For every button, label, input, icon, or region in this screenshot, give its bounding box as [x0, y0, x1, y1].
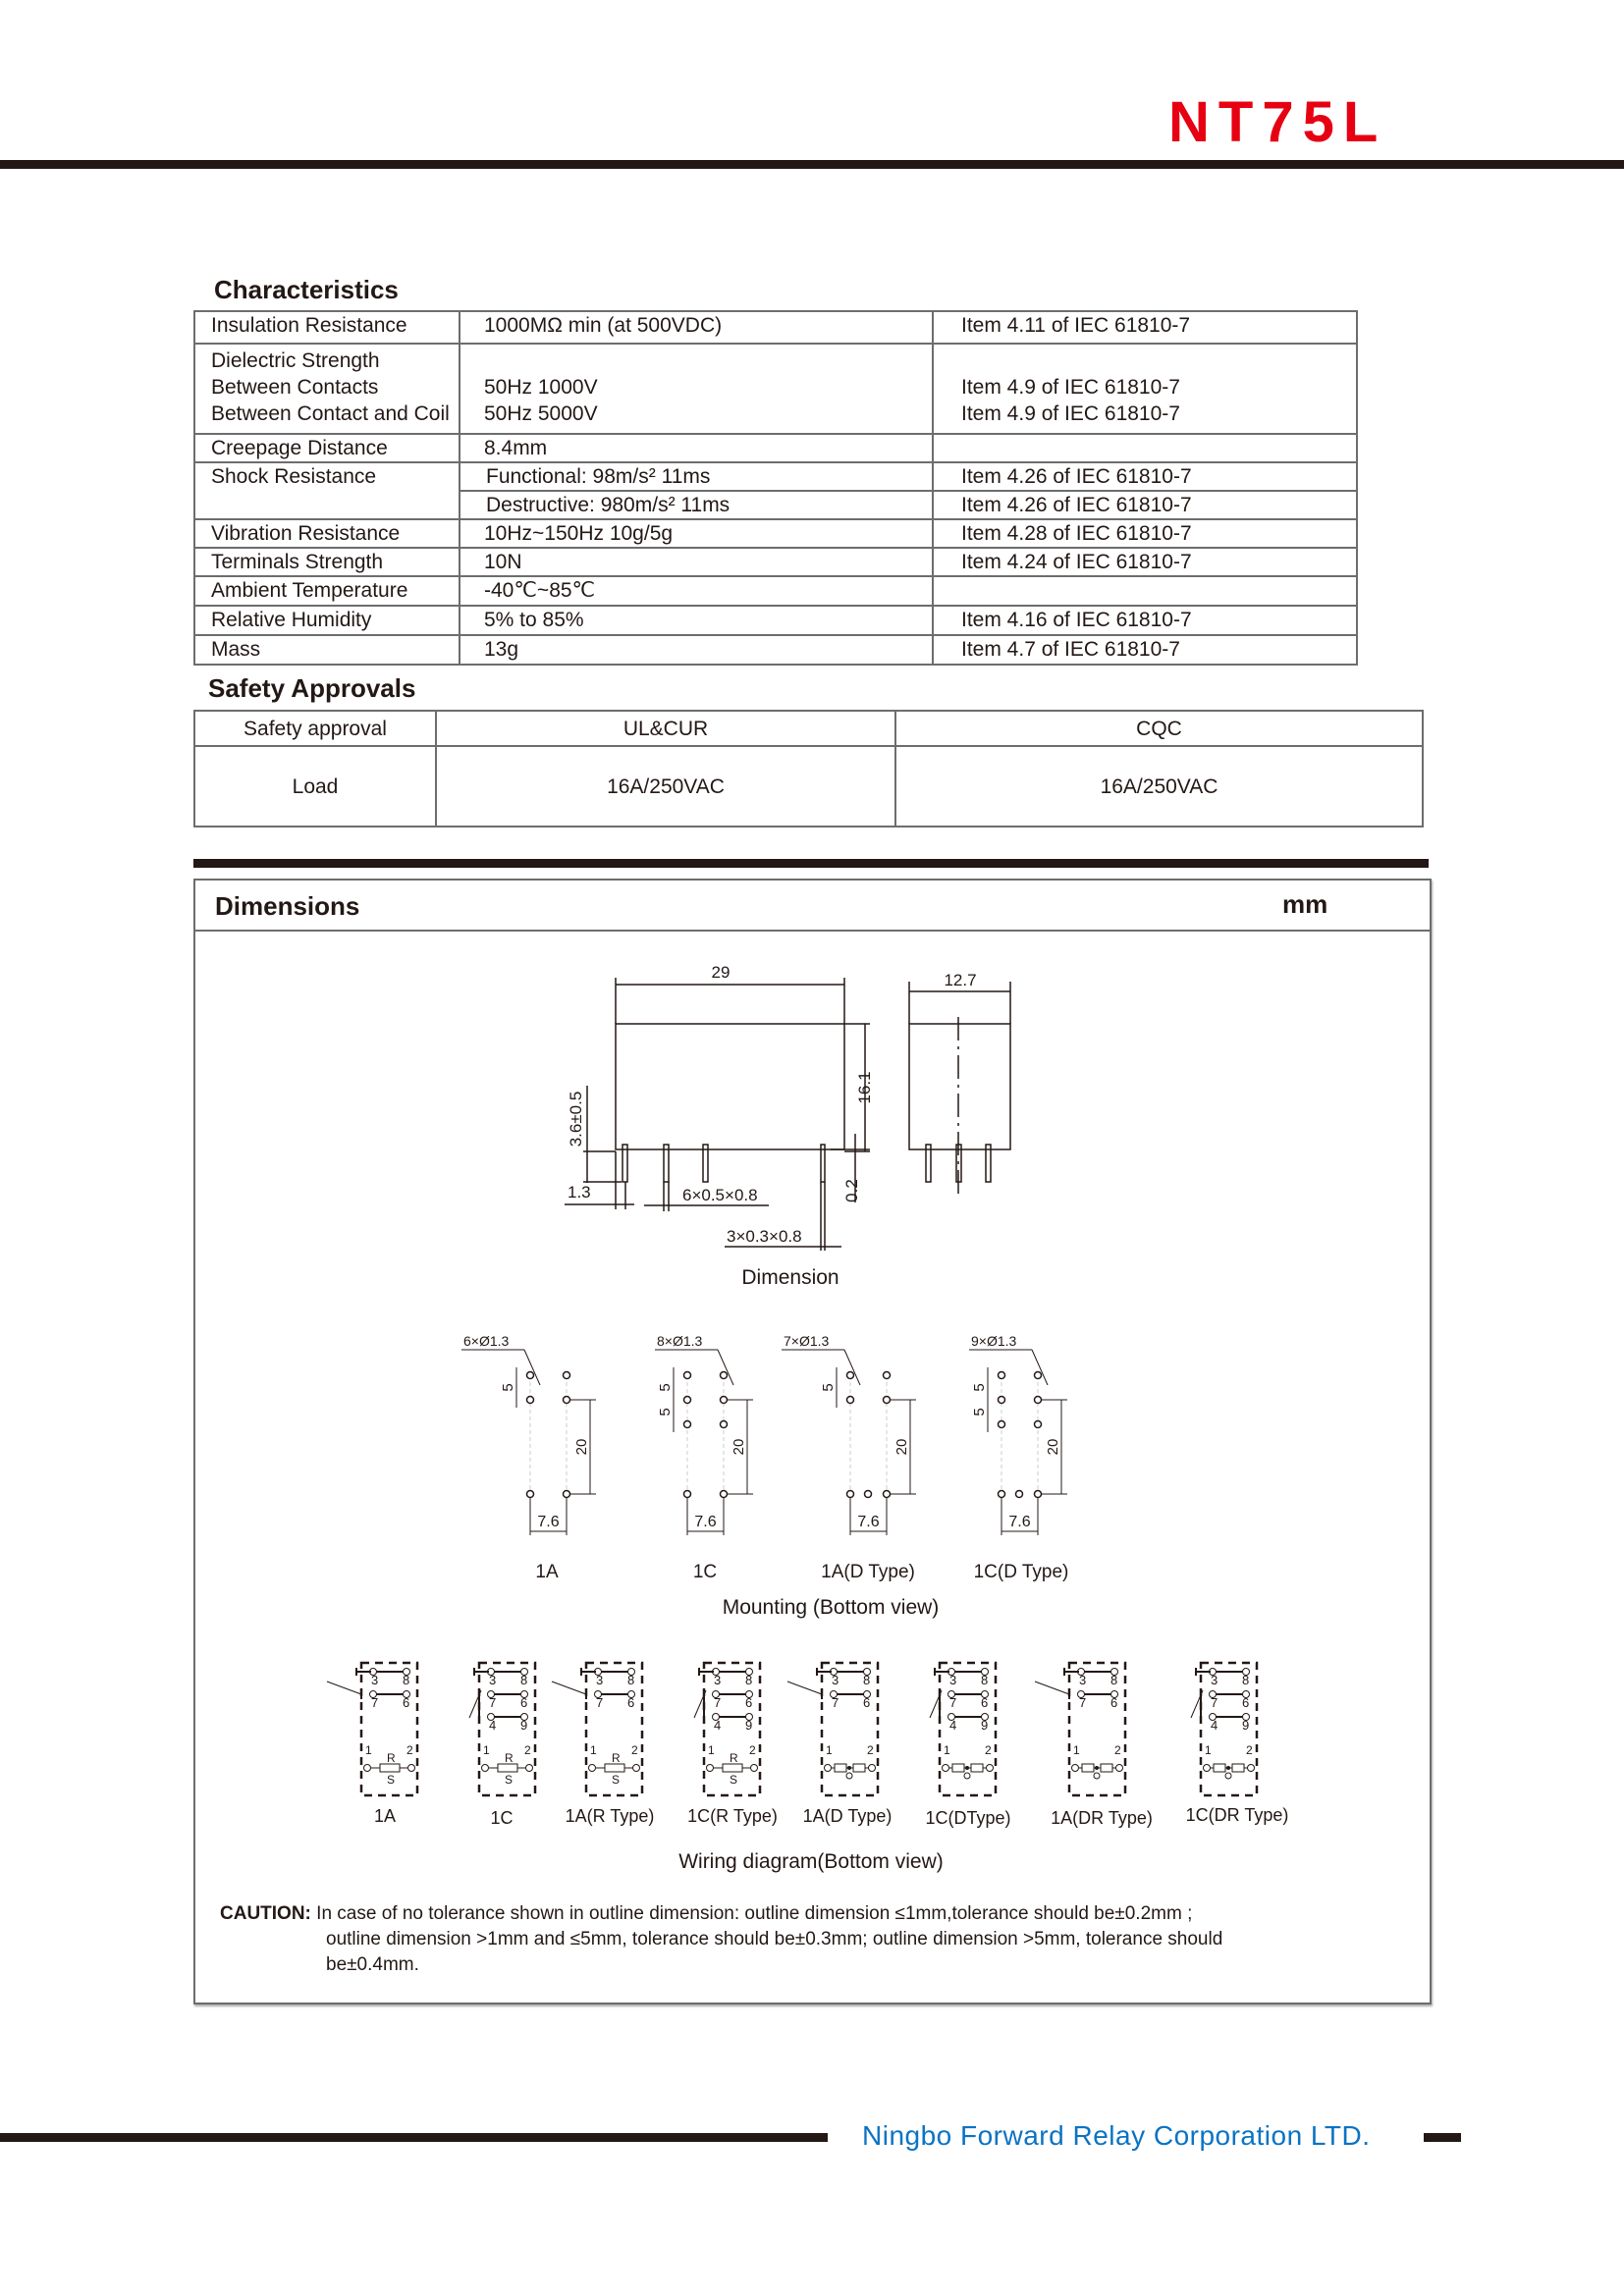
mounting-hole [1035, 1372, 1042, 1379]
pin-number: 3 [949, 1673, 957, 1687]
coil [498, 1764, 517, 1772]
dim-length: 29 [711, 963, 731, 982]
leader-line [524, 1350, 540, 1385]
terminal [869, 1765, 876, 1772]
row-label: Terminals Strength [194, 548, 460, 576]
wiring-label: 1A(DR Type) [1051, 1808, 1153, 1828]
pin-number: 1 [1073, 1743, 1080, 1757]
relay-body-side [616, 1024, 844, 1149]
dim-pitch-label: 7.6 [1008, 1514, 1031, 1530]
pin-number: 6 [1110, 1695, 1118, 1710]
row-standard: Item 4.11 of IEC 61810-7 [933, 311, 1357, 344]
terminal [1204, 1765, 1211, 1772]
mounting-hole [999, 1491, 1005, 1498]
mounting-hole [684, 1397, 691, 1404]
pin-number: 4 [1211, 1718, 1218, 1733]
row-label: Mass [194, 635, 460, 665]
row-label: Ambient Temperature [194, 576, 460, 606]
dim-step-label: 5 [657, 1383, 674, 1392]
header-cell: CQC [895, 711, 1423, 746]
wiring-caption: Wiring diagram(Bottom view) [678, 1850, 944, 1873]
dim-span-label: 20 [1045, 1438, 1061, 1456]
row-value: 16A/250VAC [436, 746, 895, 827]
mounting-label: 1C [692, 1562, 718, 1582]
pin-number: 7 [949, 1695, 957, 1710]
dim-pin-large: 6×0.5×0.8 [682, 1186, 758, 1204]
mounting-hole [527, 1397, 534, 1404]
dim-pitch-label: 7.6 [694, 1514, 717, 1530]
pin-number: 7 [1211, 1695, 1218, 1710]
header-cell: UL&CUR [436, 711, 895, 746]
mounting-hole [684, 1421, 691, 1428]
pin-number: 8 [520, 1673, 528, 1687]
pin-number: 7 [1079, 1695, 1087, 1710]
mounting-label: 1A(D Type) [821, 1562, 915, 1582]
mounting-hole [1035, 1397, 1042, 1404]
coil-label: R [387, 1751, 396, 1765]
pin-number: 1 [483, 1743, 490, 1757]
row-standard: Item 4.24 of IEC 61810-7 [933, 548, 1357, 576]
mounting-hole [1035, 1491, 1042, 1498]
wiring-diagram [1035, 1663, 1153, 1828]
caution-note [220, 1901, 1222, 1978]
mounting-hole [721, 1421, 728, 1428]
pin-number: 3 [596, 1673, 604, 1687]
dim-span-label: 20 [731, 1438, 747, 1456]
hole-callout: 8×Ø1.3 [657, 1333, 703, 1349]
pin-number: 4 [714, 1718, 722, 1733]
wiring-label: 1C(DType) [925, 1808, 1011, 1828]
hole-callout: 7×Ø1.3 [784, 1333, 830, 1349]
mounting-hole [1035, 1421, 1042, 1428]
outline-end-view [909, 982, 1010, 1198]
row-label: Between Contacts [211, 376, 379, 399]
coil-label: S [505, 1773, 514, 1787]
junction [965, 1766, 969, 1770]
dimensions-heading: Dimensions [215, 891, 360, 921]
pin-number: 1 [590, 1743, 597, 1757]
junction [847, 1766, 851, 1770]
coil [1232, 1764, 1244, 1772]
junction [1095, 1766, 1099, 1770]
dim-pin-offset: 1.3 [568, 1183, 591, 1201]
pin-number: 7 [714, 1695, 722, 1710]
row-value: 10N [460, 548, 933, 576]
mounting-hole [564, 1372, 570, 1379]
pin-number: 4 [949, 1718, 957, 1733]
terminal [482, 1765, 489, 1772]
pin-number: 9 [520, 1718, 528, 1733]
pin-number: 3 [489, 1673, 497, 1687]
mounting-hole [564, 1491, 570, 1498]
pin-number: 2 [1114, 1743, 1121, 1757]
pin-number: 3 [832, 1673, 839, 1687]
mounting-hole [564, 1397, 570, 1404]
dim-step-label: 5 [971, 1383, 988, 1392]
terminal [987, 1765, 994, 1772]
mounting-diagram [655, 1333, 753, 1582]
pin-number: 3 [371, 1673, 379, 1687]
row-value: -40℃~85℃ [460, 576, 933, 606]
pin-number: 8 [745, 1673, 753, 1687]
coil [1101, 1764, 1112, 1772]
coil [1214, 1764, 1225, 1772]
terminal [1116, 1765, 1123, 1772]
row-standard: Item 4.9 of IEC 61810-7 [961, 376, 1180, 399]
row-value: 10Hz~150Hz 10g/5g [460, 519, 933, 548]
pin-number: 3 [1211, 1673, 1218, 1687]
caution-line: outline dimension >1mm and ≤5mm, tolerance should be±0.3mm; outline dimension >5mm, tolerance should [326, 1929, 1223, 1949]
row-label: Vibration Resistance [194, 519, 460, 548]
wiring-diagram [552, 1663, 654, 1826]
row-value: Destructive: 980m/s² 11ms [460, 491, 933, 519]
row-label: Between Contact and Coil [211, 402, 450, 425]
model-title: NT75L [1168, 90, 1387, 154]
row-label: Shock Resistance [194, 462, 460, 491]
row-standard: Item 4.28 of IEC 61810-7 [933, 519, 1357, 548]
pin-number: 7 [489, 1695, 497, 1710]
wiring-diagram [687, 1663, 778, 1826]
row-label: Insulation Resistance [194, 311, 460, 344]
footer-mark [1424, 2133, 1461, 2142]
pin-number: 2 [749, 1743, 756, 1757]
row-standard: Item 4.26 of IEC 61810-7 [933, 462, 1357, 491]
pin-number: 6 [627, 1695, 635, 1710]
company-name: Ningbo Forward Relay Corporation LTD. [862, 2120, 1371, 2151]
mounting-hole [847, 1491, 854, 1498]
dim-pitch-label: 7.6 [537, 1514, 560, 1530]
wiring-label: 1A(R Type) [565, 1806, 655, 1826]
terminal [964, 1773, 970, 1779]
terminal [526, 1765, 533, 1772]
wiring-diagram [469, 1663, 535, 1828]
pin-number: 2 [406, 1743, 413, 1757]
row-standard: Item 4.16 of IEC 61810-7 [933, 606, 1357, 635]
pin-number: 1 [826, 1743, 833, 1757]
row-value: 13g [460, 635, 933, 665]
row-value: 5% to 85% [460, 606, 933, 635]
relay-body-end [909, 1024, 1010, 1149]
coil-label: S [387, 1773, 396, 1787]
mounting-hole [999, 1421, 1005, 1428]
wiring-diagram [327, 1663, 417, 1826]
coil [1082, 1764, 1094, 1772]
terminal [943, 1765, 949, 1772]
wiring-diagram [925, 1663, 1010, 1828]
terminal [825, 1765, 832, 1772]
leader-line [718, 1350, 733, 1385]
dim-height: 16.1 [855, 1071, 874, 1104]
coil-label: R [730, 1751, 738, 1765]
dim-standoff: 0.2 [842, 1179, 861, 1202]
pin-number: 8 [863, 1673, 871, 1687]
caution-label: CAUTION: [220, 1903, 311, 1924]
coil-label: S [612, 1773, 621, 1787]
pin-number: 9 [1242, 1718, 1250, 1733]
characteristics-heading: Characteristics [214, 275, 399, 304]
pin-number: 6 [863, 1695, 871, 1710]
mounting-hole [847, 1397, 854, 1404]
dim-step-label: 5 [820, 1383, 837, 1392]
pin-number: 3 [1079, 1673, 1087, 1687]
terminal [846, 1773, 852, 1779]
coil [952, 1764, 964, 1772]
terminal [589, 1765, 596, 1772]
pin-number: 2 [1246, 1743, 1253, 1757]
pin-number: 1 [708, 1743, 715, 1757]
wiring-diagrams [327, 1663, 1288, 1828]
terminal [1248, 1765, 1255, 1772]
pin-number: 8 [403, 1673, 410, 1687]
dim-pitch-label: 7.6 [857, 1514, 880, 1530]
mounting-hole [865, 1491, 872, 1498]
pin-number: 1 [365, 1743, 372, 1757]
row-standard: Item 4.7 of IEC 61810-7 [933, 635, 1357, 665]
wiring-label: 1C [490, 1808, 514, 1828]
mounting-label: 1A [535, 1562, 559, 1582]
coil-label: R [612, 1751, 621, 1765]
terminal [408, 1765, 415, 1772]
dim-step-label: 5 [657, 1408, 674, 1416]
mounting-hole [847, 1372, 854, 1379]
terminal [364, 1765, 371, 1772]
pin-number: 1 [944, 1743, 950, 1757]
pin-number: 7 [371, 1695, 379, 1710]
pin-number: 3 [714, 1673, 722, 1687]
caution-line: be±0.4mm. [326, 1954, 419, 1975]
dim-step-label: 5 [500, 1383, 516, 1392]
dim-width: 12.7 [944, 971, 977, 989]
row-label: Load [194, 746, 436, 827]
row-standard: Item 4.26 of IEC 61810-7 [933, 491, 1357, 519]
terminal [751, 1765, 758, 1772]
coil-label: R [505, 1751, 514, 1765]
header-cell: Safety approval [194, 711, 436, 746]
pin-number: 9 [981, 1718, 989, 1733]
pin-number: 8 [627, 1673, 635, 1687]
leader-line [844, 1350, 860, 1385]
pin-number: 2 [985, 1743, 992, 1757]
pin-number: 9 [745, 1718, 753, 1733]
mounting-hole [999, 1372, 1005, 1379]
pin-number: 1 [1205, 1743, 1212, 1757]
terminal [633, 1765, 640, 1772]
footer-rule [0, 2133, 828, 2142]
pin-number: 6 [981, 1695, 989, 1710]
hole-callout: 6×Ø1.3 [463, 1333, 510, 1349]
terminal [1225, 1773, 1231, 1779]
coil [380, 1764, 400, 1772]
mounting-hole [1016, 1491, 1023, 1498]
mounting-hole [721, 1397, 728, 1404]
mounting-hole [721, 1372, 728, 1379]
mounting-hole [684, 1491, 691, 1498]
pin-number: 6 [1242, 1695, 1250, 1710]
mounting-diagram [969, 1333, 1068, 1582]
junction [1226, 1766, 1230, 1770]
mounting-hole [721, 1491, 728, 1498]
row-label: Relative Humidity [194, 606, 460, 635]
dim-pin-small: 3×0.3×0.8 [727, 1227, 802, 1246]
mounting-label: 1C(D Type) [973, 1562, 1069, 1582]
safety-heading: Safety Approvals [208, 673, 416, 703]
row-label: Dielectric Strength [211, 349, 380, 372]
dim-step-label: 5 [971, 1408, 988, 1416]
outline-side-view [565, 978, 870, 1251]
mounting-diagram [782, 1333, 916, 1582]
terminal [1072, 1765, 1079, 1772]
armature [1035, 1682, 1069, 1694]
coil [605, 1764, 624, 1772]
armature [787, 1682, 822, 1694]
row-standard: Item 4.9 of IEC 61810-7 [961, 402, 1180, 425]
row-value: 16A/250VAC [895, 746, 1423, 827]
mounting-hole [999, 1397, 1005, 1404]
pin-number: 6 [520, 1695, 528, 1710]
pin-number: 6 [745, 1695, 753, 1710]
mounting-hole [884, 1491, 891, 1498]
coil [853, 1764, 865, 1772]
pin-number: 2 [631, 1743, 638, 1757]
terminal [707, 1765, 714, 1772]
coil [723, 1764, 742, 1772]
outline-caption: Dimension [741, 1266, 839, 1289]
terminal [1094, 1773, 1100, 1779]
mounting-diagram [461, 1333, 596, 1582]
row-value: 8.4mm [460, 434, 933, 462]
wiring-label: 1C(DR Type) [1185, 1805, 1289, 1825]
mounting-hole [684, 1372, 691, 1379]
pin-number: 2 [524, 1743, 531, 1757]
coil [835, 1764, 846, 1772]
mounting-caption: Mounting (Bottom view) [722, 1596, 940, 1619]
pin-number: 6 [403, 1695, 410, 1710]
coil [971, 1764, 983, 1772]
armature [552, 1682, 586, 1694]
pin-number: 2 [867, 1743, 874, 1757]
armature [327, 1682, 361, 1694]
row-value: 50Hz 5000V [484, 402, 598, 425]
leader-line [1032, 1350, 1048, 1385]
mounting-hole [527, 1491, 534, 1498]
pin-number: 8 [1242, 1673, 1250, 1687]
pin-number: 7 [832, 1695, 839, 1710]
row-label: Creepage Distance [194, 434, 460, 462]
hole-callout: 9×Ø1.3 [971, 1333, 1017, 1349]
wiring-label: 1A(D Type) [802, 1806, 893, 1826]
dim-span-label: 20 [893, 1438, 910, 1456]
dim-span-label: 20 [573, 1438, 590, 1456]
mounting-hole [527, 1372, 534, 1379]
wiring-label: 1C(R Type) [687, 1806, 778, 1826]
pin-number: 7 [596, 1695, 604, 1710]
pin-number: 8 [981, 1673, 989, 1687]
row-value: 50Hz 1000V [484, 376, 598, 399]
coil-label: S [730, 1773, 738, 1787]
mounting-hole [884, 1397, 891, 1404]
pin-number: 8 [1110, 1673, 1118, 1687]
mounting-hole [884, 1372, 891, 1379]
pin-number: 4 [489, 1718, 497, 1733]
wiring-label: 1A [373, 1806, 397, 1826]
row-value: Functional: 98m/s² 11ms [460, 462, 933, 491]
wiring-diagram [1186, 1663, 1289, 1825]
row-value: 1000MΩ min (at 500VDC) [460, 311, 933, 344]
wiring-diagram [787, 1663, 892, 1826]
unit-label: mm [1282, 889, 1328, 919]
caution-line: In case of no tolerance shown in outline dimension: outline dimension ≤1mm,tolerance should be±0.2mm ; [316, 1903, 1193, 1924]
dim-pin-length: 3.6±0.5 [567, 1091, 585, 1148]
mounting-diagrams [461, 1333, 1068, 1582]
